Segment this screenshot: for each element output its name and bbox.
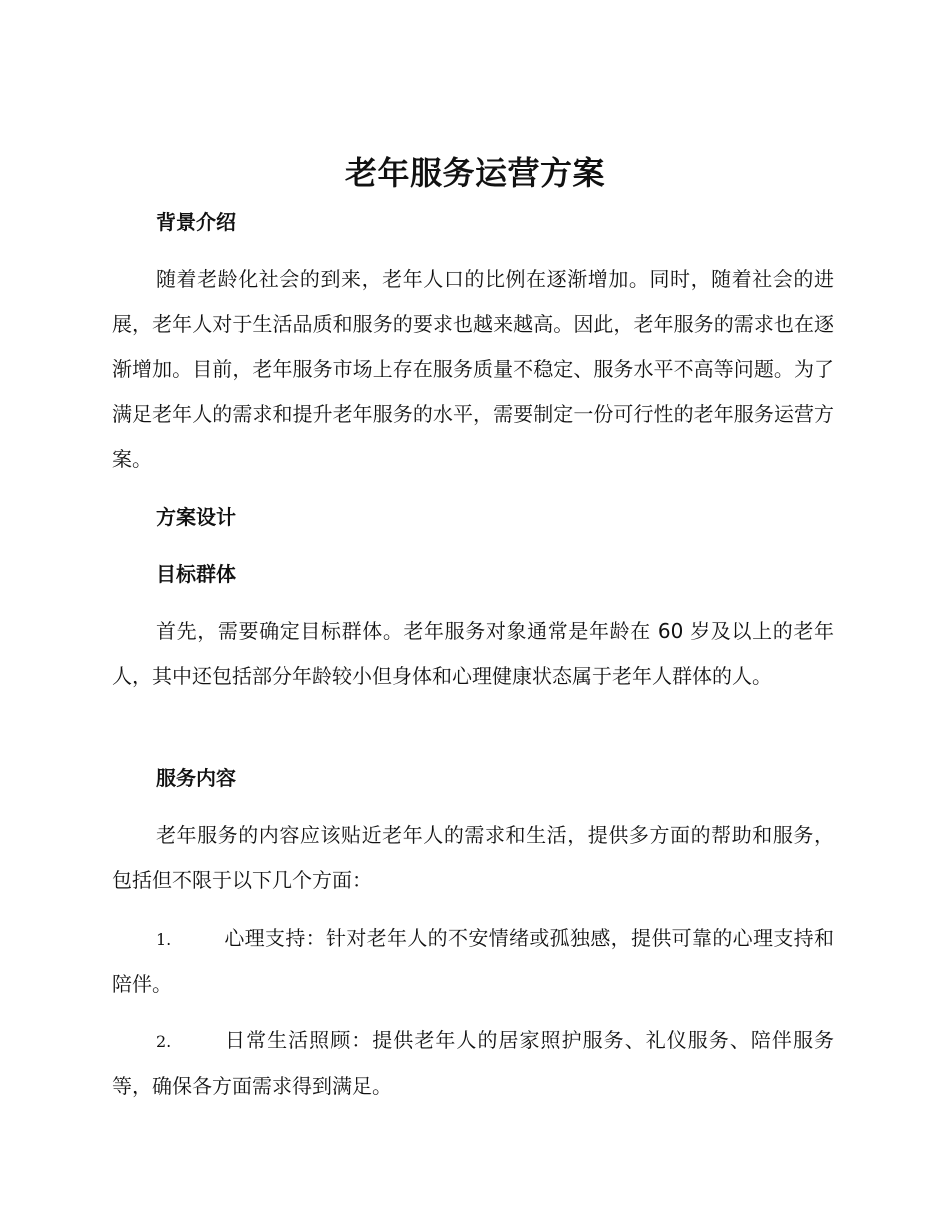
paragraph-background: 随着老龄化社会的到来，老年人口的比例在逐渐增加。同时，随着社会的进展，老年人对于生活品质和服务的要求也越来越高。因此，老年服务的需求也在逐渐增加。目前，老年服务市场上存在服务质量不稳定、服务水平不高等问题。为了满足老年人的需求和提升老年服务的水平，需要制定一份可行性的老年服务运营方案。 bbox=[112, 267, 834, 471]
section-heading-content: 服务内容 bbox=[156, 766, 236, 790]
list-item-text: 心理支持：针对老年人的不安情绪或孤独感，提供可靠的心理支持和陪伴。 bbox=[112, 926, 834, 996]
list-item-number: 1. bbox=[156, 930, 172, 949]
paragraph-target: 首先，需要确定目标群体。老年服务对象通常是年龄在 60 岁及以上的老年人，其中还包括部分年龄较小但身体和心理健康状态属于老年人群体的人。 bbox=[112, 619, 834, 688]
section-heading-target: 目标群体 bbox=[156, 562, 236, 586]
paragraph-content: 老年服务的内容应该贴近老年人的需求和生活，提供多方面的帮助和服务，包括但不限于以下几个方面： bbox=[112, 823, 834, 892]
document-title: 老年服务运营方案 bbox=[344, 154, 605, 192]
list-item-number: 2. bbox=[156, 1032, 172, 1051]
section-heading-background: 背景介绍 bbox=[156, 210, 236, 234]
section-heading-design: 方案设计 bbox=[156, 505, 236, 529]
list-item-text: 日常生活照顾：提供老年人的居家照护服务、礼仪服务、陪伴服务等，确保各方面需求得到满足。 bbox=[112, 1028, 834, 1098]
list-item bbox=[112, 1018, 834, 1109]
list-item bbox=[112, 916, 834, 1007]
